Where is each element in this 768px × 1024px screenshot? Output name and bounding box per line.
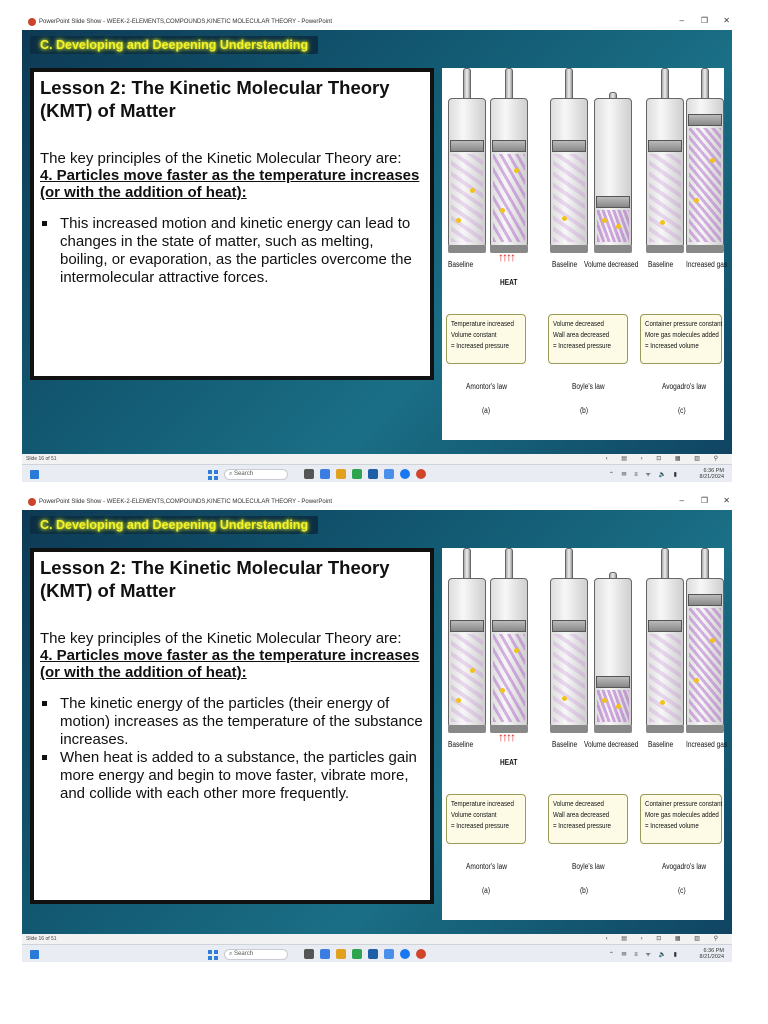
taskbar-apps xyxy=(304,469,426,479)
system-tray-icons[interactable]: ⌃ ✉ ≡ ᯤ 🔈 ▮ xyxy=(608,472,680,478)
taskbar xyxy=(22,944,732,962)
bullet-item: This increased motion and kinetic energy can lead to changes in the state of matter, such as melting, boiling, or evaporation, as the particles overcome the intermolecular attractive forces. xyxy=(40,215,424,287)
facebook-icon[interactable] xyxy=(400,949,410,959)
law-box-b: Volume decreased Wall area decreased = Increased pressure xyxy=(548,314,628,364)
app-icon[interactable] xyxy=(336,469,346,479)
law-box-c: Container pressure constant More gas molecules added = Increased volume xyxy=(640,794,722,844)
label-increased-gas: Increased gas xyxy=(686,260,728,269)
bullet-item: When heat is added to a substance, the particles gain more energy and begin to move faster, vibrate more, and collide with each other more frequently. xyxy=(40,749,424,803)
app-icon[interactable] xyxy=(384,469,394,479)
gas-laws-figure xyxy=(442,548,728,920)
window-titlebar xyxy=(22,494,742,510)
slideshow-statusbar xyxy=(22,454,732,464)
taskbar-search[interactable]: ⌕ Search xyxy=(224,949,288,960)
label-heat: HEAT xyxy=(500,758,518,767)
app-icon[interactable] xyxy=(320,469,330,479)
law-box-a: Temperature increased Volume constant = Increased pressure xyxy=(446,794,526,844)
cylinder-baseline-c xyxy=(646,548,684,733)
powerpoint-icon xyxy=(28,18,36,26)
label-baseline: Baseline xyxy=(448,740,474,749)
minimize-button[interactable]: – xyxy=(679,16,684,25)
slide[interactable] xyxy=(22,510,732,934)
close-button[interactable]: ✕ xyxy=(723,16,730,25)
powerpoint-icon[interactable] xyxy=(416,469,426,479)
screenshot-1 xyxy=(0,14,768,480)
label-volume-decreased: Volume decreased xyxy=(584,740,639,749)
intro-text: The key principles of the Kinetic Molecular Theory are: xyxy=(40,630,402,647)
minimize-button[interactable]: – xyxy=(679,496,684,505)
view-controls[interactable]: ‹ ▤ › ⊡ ▦ ▥ ⚲ xyxy=(605,936,724,942)
lesson-title: Lesson 2: The Kinetic Molecular Theory (KMT) of Matter xyxy=(40,557,390,601)
app-icon[interactable] xyxy=(320,949,330,959)
section-title: C. Developing and Deepening Understanding xyxy=(30,516,318,534)
cylinder-baseline-a xyxy=(448,68,486,253)
label-baseline: Baseline xyxy=(552,260,578,269)
heat-arrows-icon: ↑↑↑↑ xyxy=(498,730,514,744)
windows-start-icon[interactable] xyxy=(208,470,218,480)
law-letter-a: (a) xyxy=(482,406,491,415)
law-letter-b: (b) xyxy=(580,886,589,895)
cylinder-compressed-b xyxy=(594,548,632,733)
slideshow-statusbar xyxy=(22,934,732,944)
law-box-a: Temperature increased Volume constant = Increased pressure xyxy=(446,314,526,364)
view-controls[interactable]: ‹ ▤ › ⊡ ▦ ▥ ⚲ xyxy=(605,456,724,462)
law-box-c: Container pressure constant More gas molecules added = Increased volume xyxy=(640,314,722,364)
slide[interactable] xyxy=(22,30,732,454)
cylinder-baseline-a xyxy=(448,548,486,733)
cylinder-heated-a xyxy=(490,548,528,733)
lesson-textbox xyxy=(30,548,434,904)
window-titlebar xyxy=(22,14,742,30)
section-title: C. Developing and Deepening Understanding xyxy=(30,36,318,54)
slide-counter: Slide 16 of 51 xyxy=(26,456,57,462)
law-letter-c: (c) xyxy=(678,406,686,415)
taskbar-apps xyxy=(304,949,426,959)
lesson-textbox xyxy=(30,68,434,380)
powerpoint-icon[interactable] xyxy=(416,949,426,959)
cylinder-baseline-c xyxy=(646,68,684,253)
bullet-item: The kinetic energy of the particles (their energy of motion) increases as the temperature of the substance increases. xyxy=(40,695,424,749)
cylinder-expanded-c xyxy=(686,548,724,733)
law-name-a: Amontor's law xyxy=(466,382,507,391)
widgets-icon[interactable] xyxy=(30,470,39,479)
close-button[interactable]: ✕ xyxy=(723,496,730,505)
app-icon[interactable] xyxy=(352,949,362,959)
label-baseline: Baseline xyxy=(552,740,578,749)
window-title: PowerPoint Slide Show - WEEK-2-ELEMENTS,COMPOUNDS,KINETIC MOLECULAR THEORY - PowerPoint xyxy=(39,499,333,505)
app-icon[interactable] xyxy=(352,469,362,479)
facebook-icon[interactable] xyxy=(400,469,410,479)
law-box-b: Volume decreased Wall area decreased = Increased pressure xyxy=(548,794,628,844)
label-baseline: Baseline xyxy=(648,740,674,749)
law-name-b: Boyle's law xyxy=(572,862,605,871)
app-icon[interactable] xyxy=(368,949,378,959)
bullet-list xyxy=(40,695,424,803)
clock[interactable]: 6:36 PM 8/21/2024 xyxy=(699,948,724,960)
law-name-a: Amontor's law xyxy=(466,862,507,871)
law-name-c: Avogadro's law xyxy=(662,382,707,391)
label-heat: HEAT xyxy=(500,278,518,287)
cylinder-compressed-b xyxy=(594,68,632,253)
label-increased-gas: Increased gas xyxy=(686,740,728,749)
windows-start-icon[interactable] xyxy=(208,950,218,960)
label-volume-decreased: Volume decreased xyxy=(584,260,639,269)
clock[interactable]: 6:36 PM 8/21/2024 xyxy=(699,468,724,480)
restore-button[interactable]: ❐ xyxy=(700,16,708,25)
bullet-list xyxy=(40,215,424,287)
gas-laws-figure xyxy=(442,68,728,440)
heat-arrows-icon: ↑↑↑↑ xyxy=(498,250,514,264)
app-icon[interactable] xyxy=(304,469,314,479)
cylinder-baseline-b xyxy=(550,68,588,253)
widgets-icon[interactable] xyxy=(30,950,39,959)
label-baseline: Baseline xyxy=(648,260,674,269)
restore-button[interactable]: ❐ xyxy=(700,496,708,505)
cylinder-expanded-c xyxy=(686,68,724,253)
app-icon[interactable] xyxy=(368,469,378,479)
principle-heading: 4. Particles move faster as the temperature increases (or with the addition of heat): xyxy=(40,647,420,681)
app-icon[interactable] xyxy=(384,949,394,959)
principle-heading: 4. Particles move faster as the temperature increases (or with the addition of heat): xyxy=(40,167,420,201)
system-tray-icons[interactable]: ⌃ ✉ ≡ ᯤ 🔈 ▮ xyxy=(608,952,680,958)
app-icon[interactable] xyxy=(336,949,346,959)
law-name-b: Boyle's law xyxy=(572,382,605,391)
powerpoint-icon xyxy=(28,498,36,506)
lesson-title: Lesson 2: The Kinetic Molecular Theory (KMT) of Matter xyxy=(40,77,390,121)
slide-counter: Slide 16 of 51 xyxy=(26,936,57,942)
app-icon[interactable] xyxy=(304,949,314,959)
law-letter-c: (c) xyxy=(678,886,686,895)
intro-text: The key principles of the Kinetic Molecular Theory are: xyxy=(40,150,402,167)
label-baseline: Baseline xyxy=(448,260,474,269)
window-title: PowerPoint Slide Show - WEEK-2-ELEMENTS,COMPOUNDS,KINETIC MOLECULAR THEORY - PowerPoint xyxy=(39,19,333,25)
taskbar xyxy=(22,464,732,482)
law-name-c: Avogadro's law xyxy=(662,862,707,871)
law-letter-b: (b) xyxy=(580,406,589,415)
screenshot-2 xyxy=(0,494,768,960)
cylinder-heated-a xyxy=(490,68,528,253)
cylinder-baseline-b xyxy=(550,548,588,733)
law-letter-a: (a) xyxy=(482,886,491,895)
taskbar-search[interactable]: ⌕ Search xyxy=(224,469,288,480)
